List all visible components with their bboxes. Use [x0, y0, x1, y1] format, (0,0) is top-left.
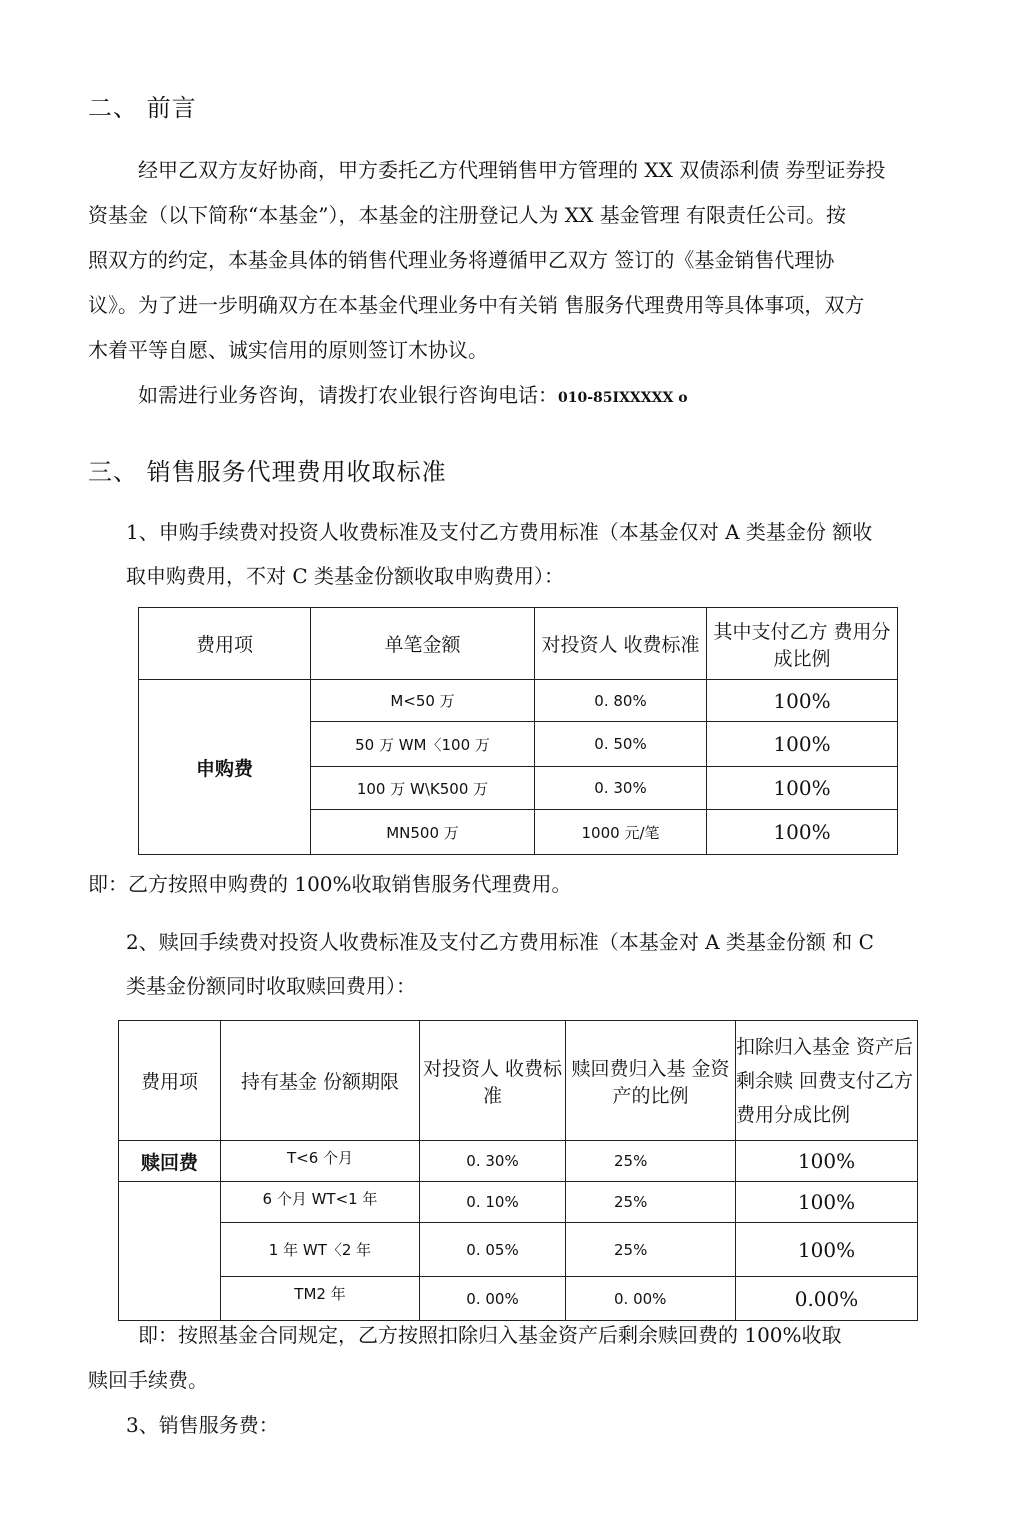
asset-ratio-cell: 0. 00%: [566, 1277, 736, 1321]
empty-category-cell: [119, 1182, 221, 1321]
item1-line-1: 1、申购手续费对投资人收费标准及支付乙方费用标准（本基金仅对 A 类基金份 额收: [126, 520, 873, 544]
rate-cell: 0. 50%: [535, 722, 707, 767]
table-header-row: [119, 1021, 918, 1141]
rate-cell: 1000 元/笔: [535, 810, 707, 855]
table-header-row: [139, 608, 898, 680]
redemption-fee-table: [118, 1020, 918, 1321]
amount-cell: M<50 万: [311, 680, 535, 722]
preface-line-3: 照双方的约定，本基金具体的销售代理业务将遵循甲乙双方 签订的《基金销售代理协: [88, 248, 835, 272]
share-cell: 100%: [736, 1141, 918, 1182]
rate-cell: 0. 80%: [535, 680, 707, 722]
table-row: [119, 1223, 918, 1277]
rate-cell: 0. 30%: [420, 1141, 566, 1182]
preface-line-5: 木着平等自愿、诚实信用的原则签订木协议。: [88, 338, 488, 362]
rate-cell: 0. 05%: [420, 1223, 566, 1277]
table-row: [119, 1277, 918, 1321]
amount-cell: 100 万 W\K500 万: [311, 767, 535, 810]
header-investor-rate: 对投资人 收费标准: [420, 1021, 566, 1141]
rate-cell: 0. 10%: [420, 1182, 566, 1223]
section-3-heading: 三、 销售服务代理费用收取标准: [88, 458, 447, 486]
consult-line: [138, 385, 688, 408]
asset-ratio-cell: 25%: [566, 1223, 736, 1277]
amount-cell: MN500 万: [311, 810, 535, 855]
amount-cell: 50 万 WM〈100 万: [311, 722, 535, 767]
item2-line-1: 2、赎回手续费对投资人收费标准及支付乙方费用标准（本基金对 A 类基金份额 和 C: [126, 930, 874, 954]
asset-ratio-cell: 25%: [566, 1141, 736, 1182]
header-amount: 单笔金额: [311, 608, 535, 680]
section-2-heading: 二、 前言: [88, 94, 197, 122]
rate-cell: 0. 30%: [535, 767, 707, 810]
header-asset-ratio: 赎回费归入基 金资产的比例: [566, 1021, 736, 1141]
share-cell: 100%: [707, 767, 898, 810]
item1-line-2: 取申购费用，不对 C 类基金份额收取申购费用）：: [126, 564, 565, 588]
preface-line-4: 议》。为了进一步明确双方在本基金代理业务中有关销 售服务代理费用等具体事项，双方: [88, 293, 865, 317]
subscription-fee-table: [138, 607, 898, 855]
share-cell: 0.00%: [736, 1277, 918, 1321]
table-row: [139, 680, 898, 722]
share-cell: 100%: [736, 1182, 918, 1223]
header-investor-rate: 对投资人 收费标准: [535, 608, 707, 680]
note-1: 即：乙方按照申购费的 100%收取销售服务代理费用。: [88, 872, 572, 896]
asset-ratio-cell: 25%: [566, 1182, 736, 1223]
header-share-ratio: 其中支付乙方 费用分成比例: [707, 608, 898, 680]
category-cell: 申购费: [139, 680, 311, 855]
share-cell: 100%: [707, 810, 898, 855]
note-2-line-1: 即：按照基金合同规定，乙方按照扣除归入基金资产后剩余赎回费的 100%收取: [138, 1323, 842, 1347]
period-cell: TM2 年: [221, 1277, 420, 1321]
share-cell: 100%: [707, 722, 898, 767]
preface-line-1: 经甲乙双方友好协商，甲方委托乙方代理销售甲方管理的 XX 双债添利债 券型证券投: [138, 158, 886, 182]
period-cell: 1 年 WT〈2 年: [221, 1223, 420, 1277]
table-row: [119, 1182, 918, 1223]
period-cell: T<6 个月: [221, 1141, 420, 1182]
item3-heading: 3、销售服务费：: [126, 1413, 279, 1437]
table-row: [119, 1141, 918, 1182]
consult-label: 如需进行业务咨询，请拨打农业银行咨询电话：: [138, 383, 558, 407]
header-holding-period: 持有基金 份额期限: [221, 1021, 420, 1141]
rate-cell: 0. 00%: [420, 1277, 566, 1321]
header-fee-item: 费用项: [119, 1021, 221, 1141]
period-cell: 6 个月 WT<1 年: [221, 1182, 420, 1223]
note-2-line-2: 赎回手续费。: [88, 1368, 208, 1392]
header-fee-item: 费用项: [139, 608, 311, 680]
share-cell: 100%: [736, 1223, 918, 1277]
preface-line-2: 资基金（以下简称“本基金”），本基金的注册登记人为 XX 基金管理 有限责任公司。按: [88, 203, 846, 227]
item2-line-2: 类基金份额同时收取赎回费用）：: [126, 974, 416, 998]
header-share-ratio: 扣除归入基金 资产后剩余赎 回费支付乙方 费用分成比例: [736, 1021, 918, 1141]
category-cell: 赎回费: [119, 1141, 221, 1182]
consult-phone: 010-85IXXXXX o: [558, 390, 688, 406]
share-cell: 100%: [707, 680, 898, 722]
